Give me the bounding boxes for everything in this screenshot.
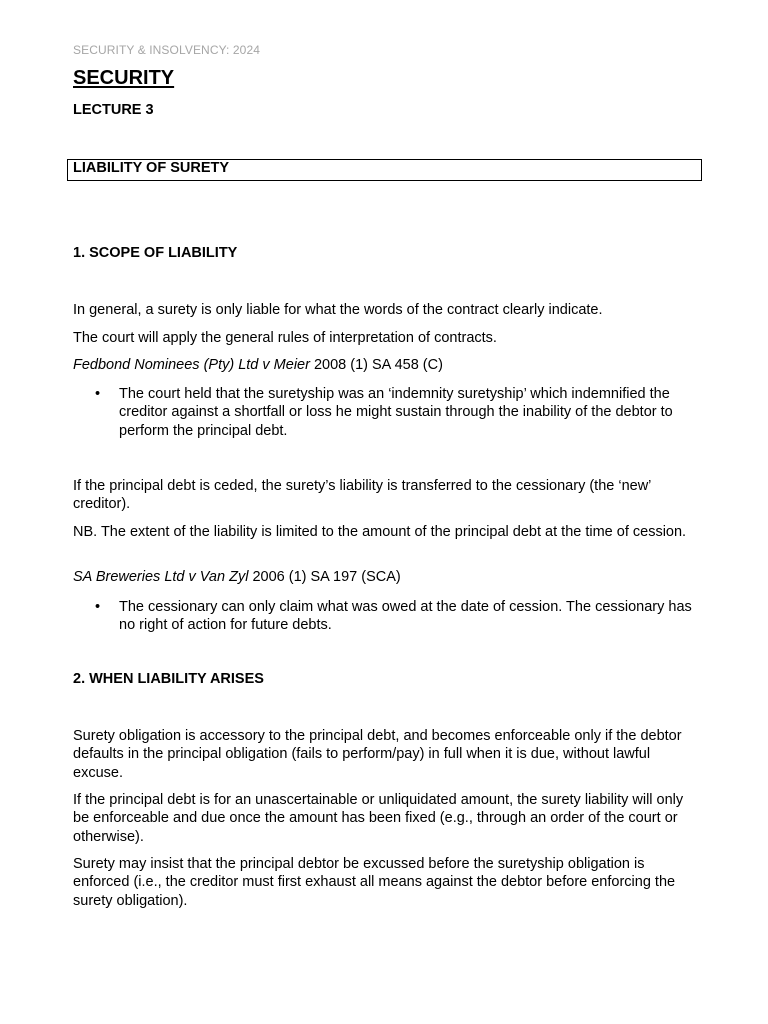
page-title: SECURITY: [73, 67, 175, 89]
section-1-heading: 1. SCOPE OF LIABILITY: [73, 245, 238, 261]
section-2-paragraph-2: If the principal debt is for an unascertainable or unliquidated amount, the surety liability will only be enforceable and due once the amount has been fixed (e.g., through an order of the court or otherwise).: [73, 792, 684, 845]
bullet-text-1: The court held that the suretyship was an ‘indemnity suretyship’ which indemnified the creditor against a shortfall or loss he might sustain through the inability of the debtor to perform the principal debt.: [119, 386, 673, 439]
section-1-paragraph-4: NB. The extent of the liability is limited to the amount of the principal debt at the time of cession.: [73, 524, 687, 540]
list-item: [95, 598, 695, 636]
running-header: SECURITY & INSOLVENCY: 2024: [73, 43, 260, 57]
list-item: [95, 385, 695, 441]
boxed-topic-heading: [67, 159, 702, 181]
bullet-point: •: [95, 599, 101, 615]
section-1-paragraph-2: The court will apply the general rules of interpretation of contracts.: [73, 330, 497, 346]
section-1-paragraph-3: If the principal debt is ceded, the surety’s liability is transferred to the cessionary (the ‘new’ creditor).: [73, 478, 651, 513]
section-2-paragraph-1: Surety obligation is accessory to the principal debt, and becomes enforceable only if the debtor defaults in the principal obligation (fails to perform/pay) in full when it is due, without lawful excuse.: [73, 728, 682, 781]
section-1-paragraph-1: In general, a surety is only liable for what the words of the contract clearly indicate.: [73, 302, 603, 318]
case-2-citation: 2006 (1) SA 197 (SCA): [248, 569, 401, 585]
section-2-paragraph-3: Surety may insist that the principal debtor be excussed before the suretyship obligation is enforced (i.e., the creditor must first exhaust all means against the debtor before enforcing the surety obligation).: [73, 856, 676, 909]
case-1-citation: 2008 (1) SA 458 (C): [309, 357, 443, 373]
section-2-heading: 2. WHEN LIABILITY ARISES: [73, 671, 264, 687]
boxed-topic-heading-text: LIABILITY OF SURETY: [73, 160, 230, 176]
case-2-name: SA Breweries Ltd v Van Zyl: [73, 569, 249, 585]
case-1-name: Fedbond Nominees (Pty) Ltd v Meier: [73, 357, 310, 373]
case-citation-1: [73, 357, 443, 373]
case-citation-2: [73, 569, 401, 585]
lecture-number: LECTURE 3: [73, 102, 154, 118]
bullet-point: •: [95, 386, 101, 402]
bullet-text-2: The cessionary can only claim what was owed at the date of cession. The cessionary has no right of action for future debts.: [119, 599, 692, 634]
